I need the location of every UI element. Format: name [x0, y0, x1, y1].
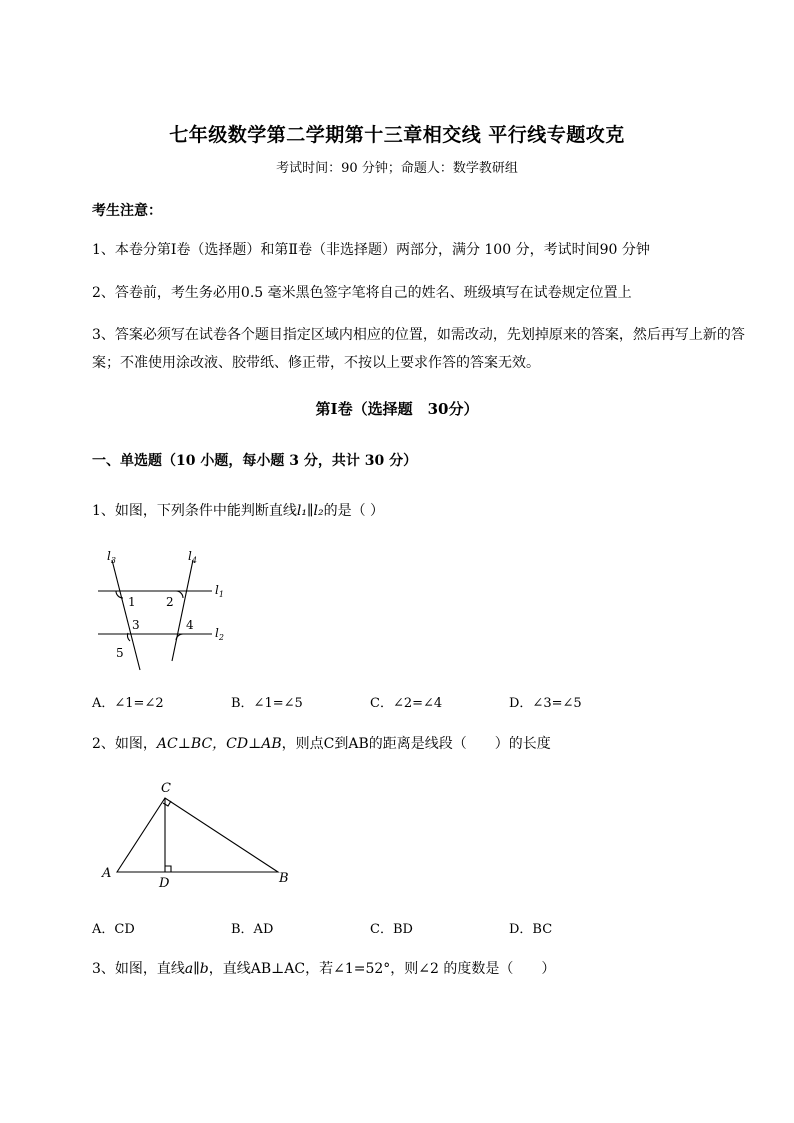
- question-1-text-pre: 1、如图，下列条件中能判断直线: [92, 503, 297, 519]
- question-3: [92, 958, 555, 978]
- question-1-option-d[interactable]: D．∠3=∠5: [509, 696, 582, 711]
- question-2-text-post: ，则点C到AB的距离是线段（ ）的长度: [281, 736, 551, 752]
- question-1-options: [92, 692, 648, 711]
- question-2-option-d[interactable]: D．BC: [509, 922, 553, 937]
- question-1: [92, 500, 384, 520]
- notice-item-2: 2、答卷前，考生务必用0.5 毫米黑色签字笔将自己的姓名、班级填写在试卷规定位置上: [92, 285, 632, 301]
- page-title: 七年级数学第二学期第十三章相交线 平行线专题攻克: [169, 124, 625, 146]
- question-2-math: AC⊥BC，CD⊥AB: [156, 736, 282, 752]
- exam-info: 考试时间：90 分钟；命题人：数学教研组: [276, 161, 518, 176]
- label-angle-1: 1: [128, 595, 136, 609]
- label-angle-2: 2: [166, 595, 174, 609]
- question-2: [92, 733, 551, 753]
- question-3-math: a∥b: [184, 961, 209, 977]
- notice-heading: 考生注意：: [92, 203, 162, 219]
- question-2-option-c[interactable]: C．BD: [370, 922, 413, 937]
- figure-right-triangle: [98, 775, 298, 890]
- label-angle-5: 5: [116, 646, 124, 660]
- label-l3: $l_3$: [107, 549, 116, 565]
- right-angle-d: [165, 866, 171, 872]
- label-b: B: [279, 871, 289, 886]
- section-title: 第Ⅰ卷（选择题 30分）: [315, 400, 479, 418]
- label-angle-3: 3: [132, 618, 140, 632]
- line-l4: [172, 560, 193, 661]
- question-1-text-post: 的是（ ）: [323, 503, 385, 519]
- question-1-option-a[interactable]: A．∠1=∠2: [92, 696, 164, 711]
- figure-parallel-lines: [90, 545, 240, 675]
- triangle-abc: [117, 798, 278, 872]
- notice-item-1: 1、本卷分第Ⅰ卷（选择题）和第Ⅱ卷（非选择题）两部分，满分 100 分，考试时间90 分钟: [92, 242, 650, 258]
- question-2-option-a[interactable]: A．CD: [92, 922, 135, 937]
- question-1-math: l₁∥l₂: [296, 503, 324, 519]
- label-l2: $l_2$: [215, 626, 224, 642]
- label-l4: $l_4$: [188, 549, 197, 565]
- question-2-text-pre: 2、如图，: [92, 736, 157, 752]
- label-d: D: [159, 876, 170, 890]
- label-l1: $l_1$: [215, 583, 224, 599]
- label-angle-4: 4: [186, 618, 194, 632]
- question-1-option-b[interactable]: B．∠1=∠5: [231, 696, 303, 711]
- question-3-text-pre: 3、如图，直线: [92, 961, 185, 977]
- angle-2-arc: [176, 591, 183, 598]
- question-3-text-post: ，直线AB⊥AC，若∠1=52°，则∠2 的度数是（ ）: [208, 961, 556, 977]
- question-2-option-b[interactable]: B．AD: [231, 922, 274, 937]
- part-heading: 一、单选题（10 小题，每小题 3 分，共计 30 分）: [92, 453, 418, 469]
- question-2-options: [92, 918, 648, 937]
- label-c: C: [161, 781, 171, 796]
- question-1-option-c[interactable]: C．∠2=∠4: [370, 696, 443, 711]
- notice-item-3: 3、答案必须写在试卷各个题目指定区域内相应的位置，如需改动，先划掉原来的答案，然后再写上新的答案；不准使用涂改液、胶带纸、修正带，不按以上要求作答的答案无效。: [92, 327, 745, 371]
- label-a: A: [102, 866, 112, 881]
